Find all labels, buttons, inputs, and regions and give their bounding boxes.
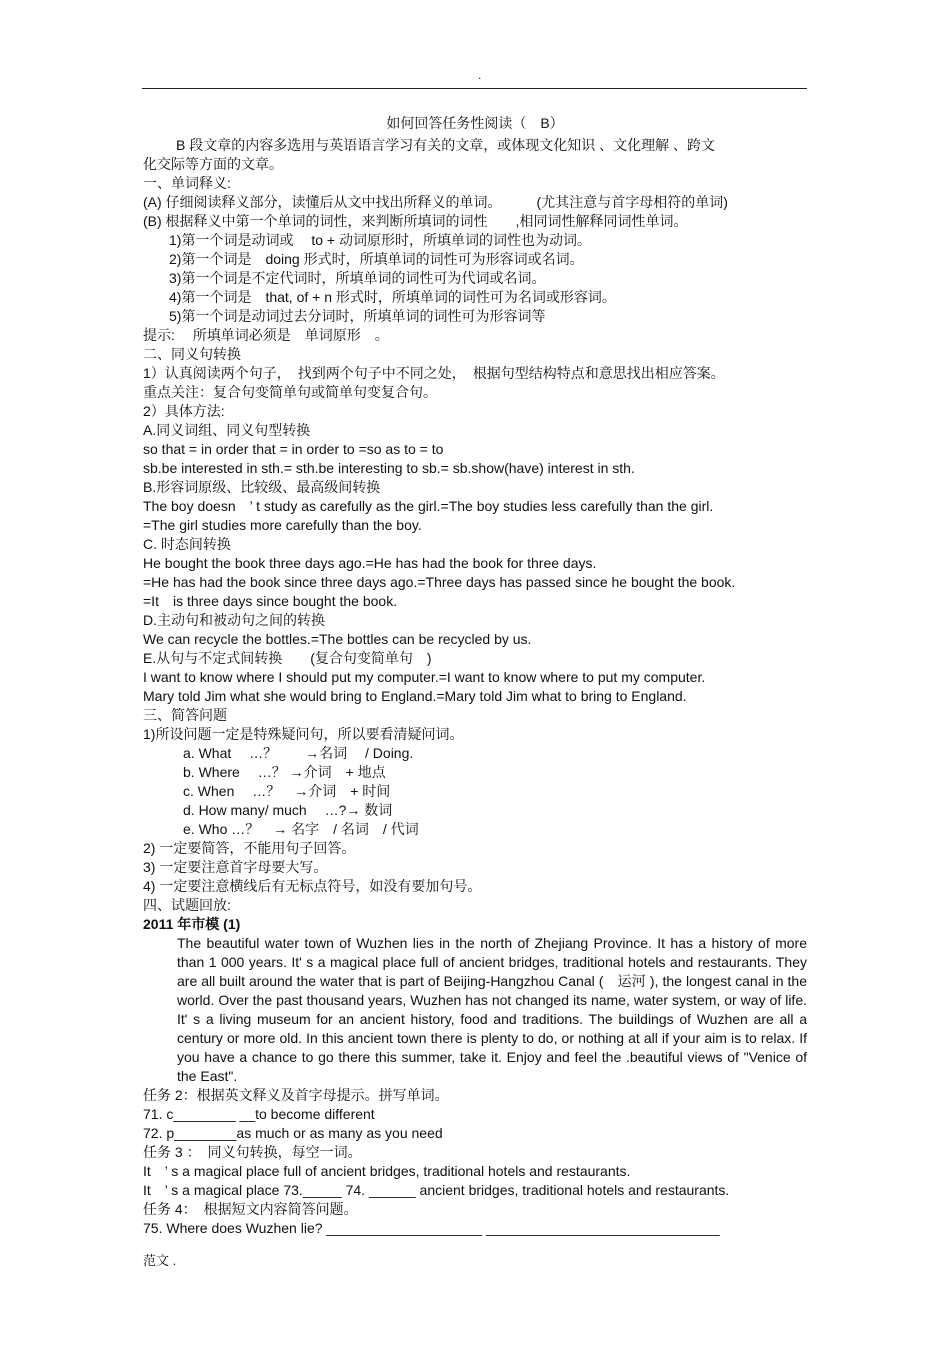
text-line: He bought the book three days ago.=He has had the book for three days.	[143, 555, 597, 571]
text-line: d. How many/ much …?→ 数词	[183, 802, 393, 818]
text-line: 2011 年市模 (1)	[143, 916, 241, 932]
task-line: 71. c________ __to become different	[143, 1106, 375, 1122]
text-line: 5)第一个词是动词过去分词时，所填单词的词性可为形容词等	[169, 308, 546, 324]
text-line: We can recycle the bottles.=The bottles can be recycled by us.	[143, 631, 532, 647]
task-line: 72. p________as much or as many as you need	[143, 1125, 443, 1141]
text-line: A.同义词组、同义句型转换	[143, 422, 311, 438]
text-line: 二、同义句转换	[143, 346, 241, 362]
text-line: D.主动句和被动句之间的转换	[143, 612, 325, 628]
text-line: 1）认真阅读两个句子， 找到两个句子中不同之处， 根据句型结构特点和意思找出相应答案。	[143, 365, 725, 381]
text-line: sb.be interested in sth.= sth.be interesting to sb.= sb.show(have) interest in sth.	[143, 460, 635, 476]
page-title: 如何回答任务性阅读（ B）	[386, 115, 564, 131]
guide-section	[143, 114, 807, 934]
text-line: b. Where …？ →介词 + 地点	[183, 764, 386, 780]
header-mark: .	[478, 68, 482, 82]
text-line: 提示: 所填单词必须是 单词原形 。	[143, 327, 389, 343]
text-line: C. 时态间转换	[143, 536, 231, 552]
text-line: so that = in order that = in order to =so as to = to	[143, 441, 444, 457]
tasks-section	[143, 1086, 807, 1238]
text-line: B 段文章的内容多选用与英语语言学习有关的文章，或体现文化知识 、文化理解 、跨文	[176, 137, 716, 153]
text-line: (B) 根据释义中第一个单词的词性，来判断所填词的词性 ,相同词性解释同词性单词。	[143, 213, 688, 229]
text-line: 3) 一定要注意首字母要大写。	[143, 859, 328, 875]
text-line: (A) 仔细阅读释义部分，读懂后从文中找出所释义的单词。 (尤其注意与首字母相符的单词)	[143, 194, 728, 210]
text-line: 一、单词释义:	[143, 175, 231, 191]
text-line: E.从句与不定式间转换 (复合句变简单句 )	[143, 650, 432, 666]
task-line: 任务 3 ： 同义句转换，每空一词。	[143, 1144, 362, 1160]
text-line: The boy doesn ’ t study as carefully as the girl.=The boy studies less carefully than the girl.	[143, 498, 714, 514]
document-body	[143, 114, 807, 1238]
text-line: 三、简答问题	[143, 707, 227, 723]
text-line: =The girl studies more carefully than the boy.	[143, 517, 422, 533]
text-line: 化交际等方面的文章。	[143, 156, 283, 172]
text-line: 4)第一个词是 that, of + n 形式时，所填单词的词性可为名词或形容词。	[169, 289, 616, 305]
task-line: 任务 4： 根据短文内容简答问题。	[143, 1201, 358, 1217]
text-line: 1)第一个词是动词或 to + 动词原形时，所填单词的词性也为动词。	[169, 232, 591, 248]
task-line: 任务 2：根据英文释义及首字母提示。拼写单词。	[143, 1087, 449, 1103]
text-line: 2)第一个词是 doing 形式时，所填单词的词性可为形容词或名词。	[169, 251, 584, 267]
header-rule	[142, 88, 807, 89]
text-line: =He has had the book since three days ago.=Three days has passed since he bought the book.	[143, 574, 736, 590]
footer-text: 范文 .	[143, 1253, 177, 1268]
text-line: 2）具体方法:	[143, 403, 225, 419]
text-line: c. When …？ →介词 + 时间	[183, 783, 391, 799]
text-line: Mary told Jim what she would bring to England.=Mary told Jim what to bring to England.	[143, 688, 687, 704]
passage-paragraph: The beautiful water town of Wuzhen lies in the north of Zhejiang Province. It has a history of more than 1 000 years. It' s a magical place full of ancient bridges, traditional hotels and restaurants. They are all built around the water that is part of Beijing-Hangzhou Canal ( 运河 ), the longest canal in the world. Over the past thousand years, Wuzhen has not changed its name, water system, or way of life. It' s a living museum for an ancient history, food and traditions. The buildings of Wuzhen are all a century or more old. In this ancient town there is plenty to do, or nothing at all if your aim is to relax. If you have a chance to go there this summer, take it. Enjoy and feel the .beautiful views of "Venice of the East".	[177, 935, 807, 1084]
text-line: 四、试题回放:	[143, 897, 231, 913]
text-line: 重点关注：复合句变简单句或简单句变复合句。	[143, 384, 437, 400]
text-line: 2) 一定要简答，不能用句子回答。	[143, 840, 356, 856]
task-line: 75. Where does Wuzhen lie? ____________________ ______________________________	[143, 1220, 720, 1236]
task-line: It ’ s a magical place full of ancient bridges, traditional hotels and restaurants.	[143, 1163, 631, 1179]
text-line: 1)所设问题一定是特殊疑问句，所以要看清疑问词。	[143, 726, 464, 742]
task-line: It ’ s a magical place 73._____ 74. ______ ancient bridges, traditional hotels and restaurants.	[143, 1182, 730, 1198]
text-line: B.形容词原级、比较级、最高级间转换	[143, 479, 381, 495]
text-line: a. What …？ →名词 / Doing.	[183, 745, 414, 761]
text-line: e. Who …？ → 名字 / 名词 / 代词	[183, 821, 419, 837]
text-line: 4) 一定要注意横线后有无标点符号，如没有要加句号。	[143, 878, 482, 894]
text-line: 3)第一个词是不定代词时，所填单词的词性可为代词或名词。	[169, 270, 546, 286]
text-line: =It is three days since bought the book.	[143, 593, 398, 609]
text-line: I want to know where I should put my computer.=I want to know where to put my computer.	[143, 669, 706, 685]
